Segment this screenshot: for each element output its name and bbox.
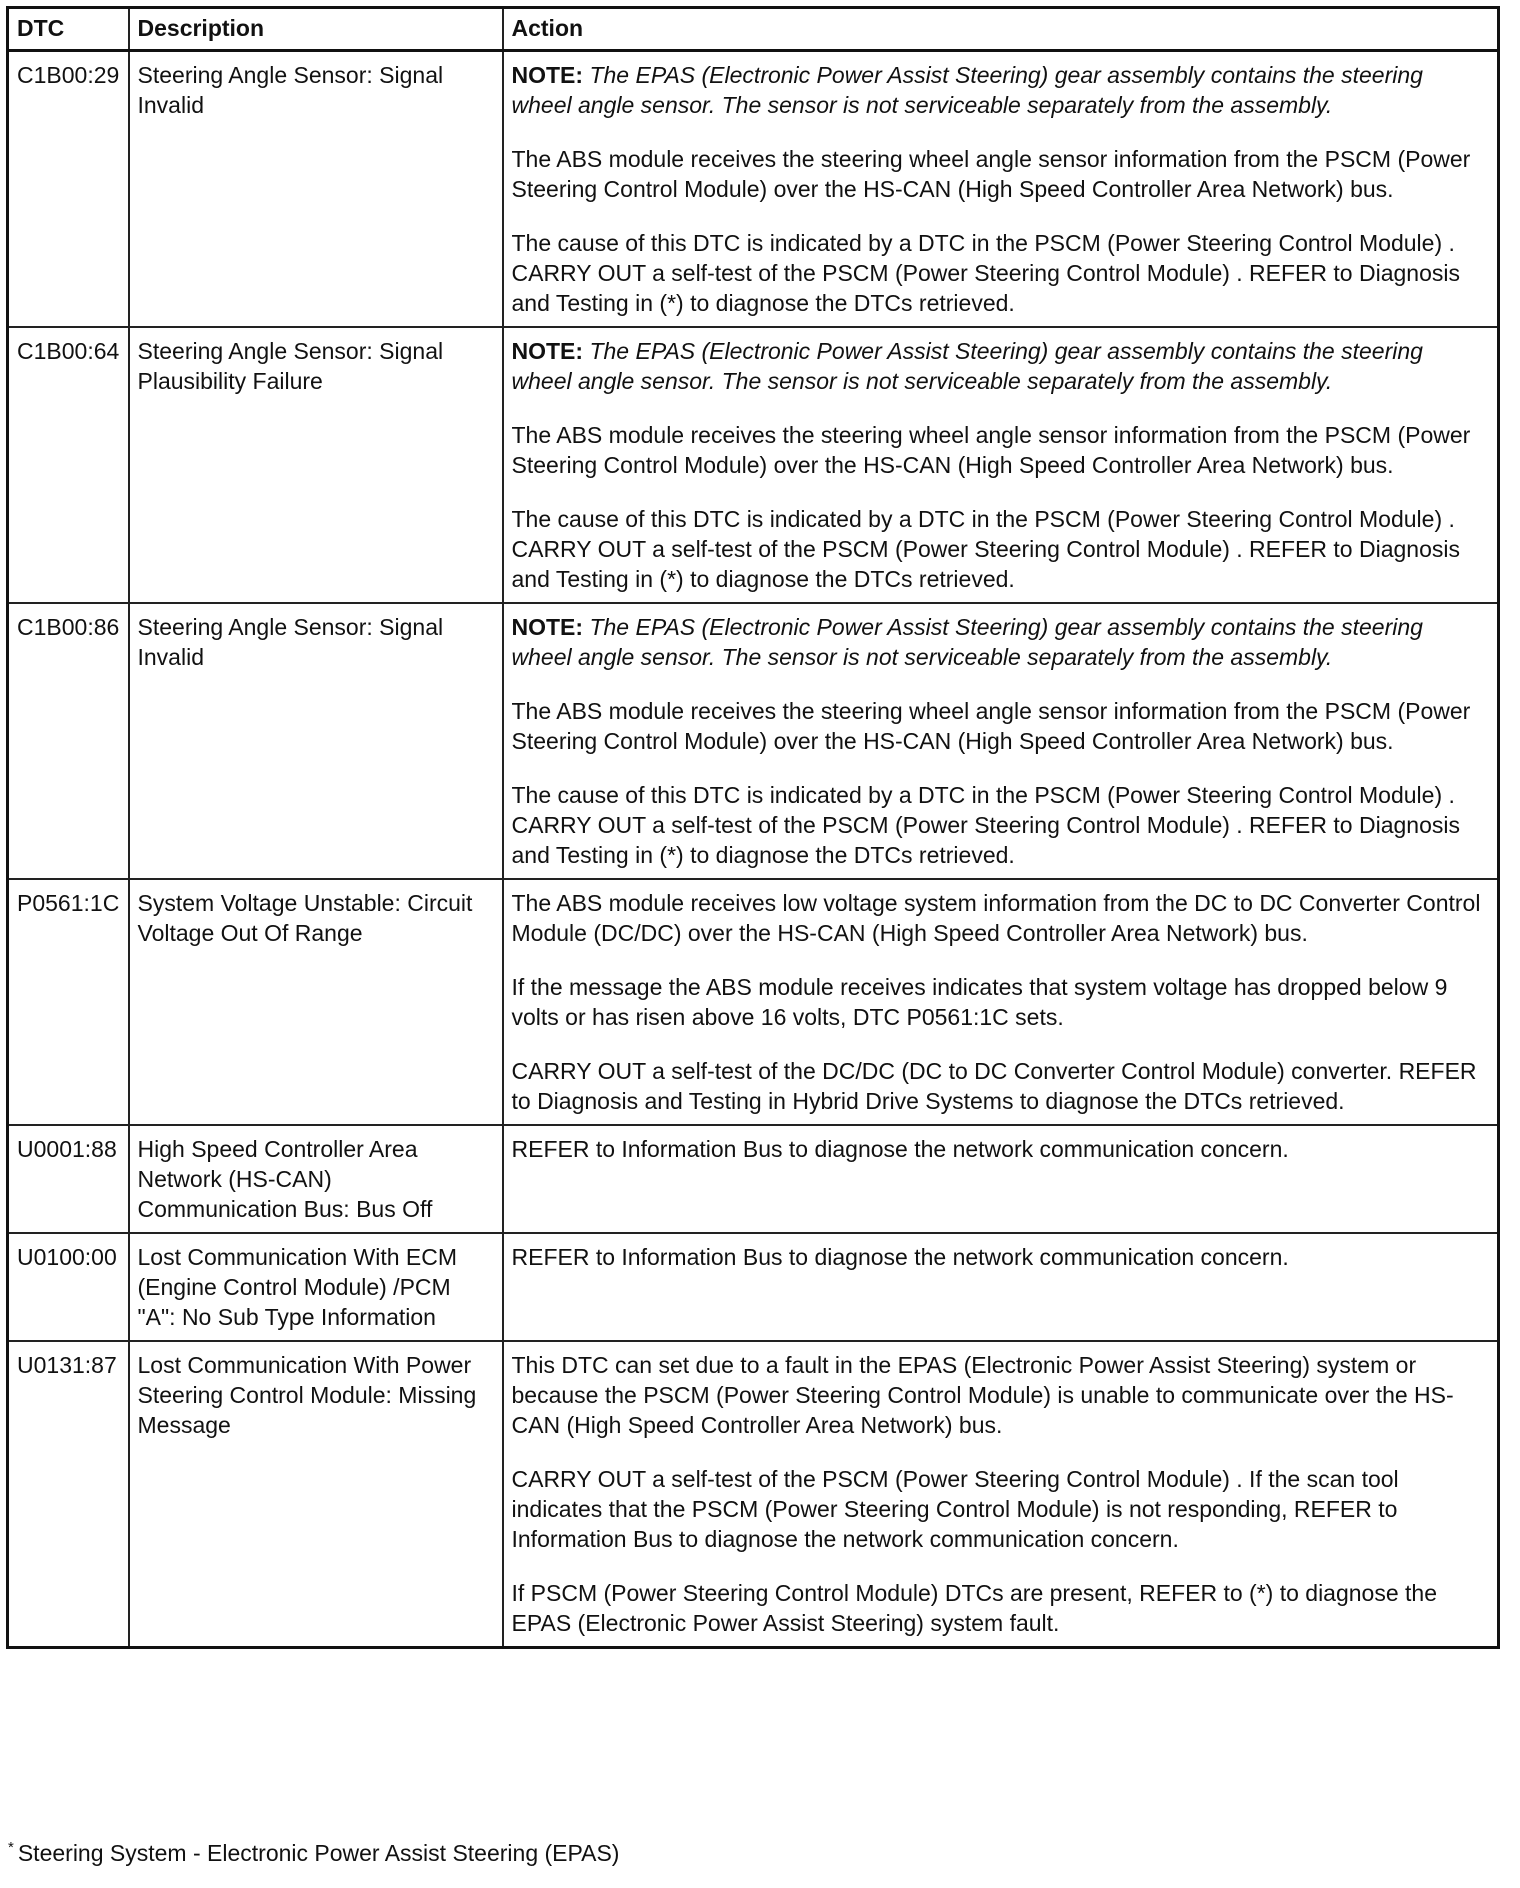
action-paragraph [512, 1578, 1490, 1638]
note-text: The EPAS (Electronic Power Assist Steering) gear assembly contains the steering wheel angle sensor. The sensor is not serviceable separately from the assembly. [511, 614, 1423, 670]
action-paragraph: This DTC can set due to a fault in the EPAS (Electronic Power Assist Steering) system or because the PSCM (Power Steering Control Module) is unable to communicate over the HS-CAN (High Speed Controller Area Network) bus. [511, 1352, 1454, 1438]
dtc-code: C1B00:64 [8, 327, 129, 603]
note-text: The EPAS (Electronic Power Assist Steering) gear assembly contains the steering wheel angle sensor. The sensor is not serviceable separately from the assembly. [511, 62, 1423, 118]
footnote-text: Steering System - Electronic Power Assist Steering (EPAS) [17, 1840, 620, 1866]
action-paragraph: The ABS module receives low voltage system information from the DC to DC Converter Control Module (DC/DC) over the HS-CAN (High Speed Controller Area Network) bus. [511, 890, 1481, 946]
note-paragraph [512, 612, 1490, 672]
action-paragraph: The ABS module receives the steering wheel angle sensor information from the PSCM (Power Steering Control Module) over the HS-CAN (High Speed Controller Area Network) bus. [511, 422, 1471, 478]
table-row [8, 51, 1499, 328]
dtc-description: Steering Angle Sensor: Signal Invalid [129, 51, 503, 328]
column-header-description: Description [129, 8, 503, 51]
column-header-dtc: DTC [8, 8, 129, 51]
note-paragraph [512, 336, 1490, 396]
action-paragraph: CARRY OUT a self-test of the PSCM (Power Steering Control Module) . If the scan tool indicates that the PSCM (Power Steering Control Module) is not responding, REFER to Information Bus to diagnose the network communication concern. [511, 1466, 1399, 1552]
dtc-code: C1B00:86 [8, 603, 129, 879]
note-label: NOTE: [511, 614, 584, 640]
action-text: The cause of this DTC is indicated by a DTC in the PSCM (Power Steering Control Module) . CARRY OUT a self-test of the PSCM (Power Steering Control Module) . REFER to Diagnosis and Testing in [511, 230, 1460, 316]
action-text: The cause of this DTC is indicated by a DTC in the PSCM (Power Steering Control Module) . CARRY OUT a self-test of the PSCM (Power Steering Control Module) . REFER to Diagnosis and Testing in [511, 506, 1460, 592]
dtc-action [503, 879, 1499, 1125]
dtc-code: U0100:00 [8, 1233, 129, 1341]
dtc-description: Lost Communication With ECM (Engine Control Module) /PCM "A": No Sub Type Information [129, 1233, 503, 1341]
dtc-action [503, 603, 1499, 879]
action-paragraph: REFER to Information Bus to diagnose the network communication concern. [511, 1136, 1289, 1162]
action-paragraph: The ABS module receives the steering wheel angle sensor information from the PSCM (Power Steering Control Module) over the HS-CAN (High Speed Controller Area Network) bus. [511, 146, 1471, 202]
dtc-description: High Speed Controller Area Network (HS-CAN) Communication Bus: Bus Off [129, 1125, 503, 1233]
note-paragraph [512, 60, 1490, 120]
action-paragraph: CARRY OUT a self-test of the DC/DC (DC to DC Converter Control Module) converter. REFER to Diagnosis and Testing in Hybrid Drive Systems to diagnose the DTCs retrieved. [511, 1058, 1477, 1114]
action-text: to diagnose the EPAS (Electronic Power Assist Steering) system fault. [511, 1580, 1437, 1636]
dtc-code: U0001:88 [8, 1125, 129, 1233]
table-row [8, 603, 1499, 879]
action-paragraph [512, 228, 1490, 318]
note-text: The EPAS (Electronic Power Assist Steering) gear assembly contains the steering wheel angle sensor. The sensor is not serviceable separately from the assembly. [511, 338, 1423, 394]
dtc-table [6, 6, 1500, 1649]
note-label: NOTE: [511, 62, 584, 88]
footnote-marker: * [8, 1839, 14, 1856]
footnote-reference[interactable]: (*) [659, 842, 684, 868]
action-paragraph: The ABS module receives the steering wheel angle sensor information from the PSCM (Power Steering Control Module) over the HS-CAN (High Speed Controller Area Network) bus. [511, 698, 1471, 754]
note-label: NOTE: [511, 338, 584, 364]
footnote [8, 1838, 619, 1868]
action-paragraph [512, 780, 1490, 870]
action-paragraph: REFER to Information Bus to diagnose the network communication concern. [511, 1244, 1289, 1270]
dtc-action [503, 1125, 1499, 1233]
action-text: If PSCM (Power Steering Control Module) DTCs are present, REFER to [511, 1580, 1250, 1606]
table-row [8, 879, 1499, 1125]
dtc-action [503, 327, 1499, 603]
dtc-code: U0131:87 [8, 1341, 129, 1648]
dtc-description: Steering Angle Sensor: Signal Plausibility Failure [129, 327, 503, 603]
dtc-description: Lost Communication With Power Steering Control Module: Missing Message [129, 1341, 503, 1648]
footnote-reference[interactable]: (*) [1249, 1580, 1274, 1606]
action-paragraph [512, 504, 1490, 594]
footnote-reference[interactable]: (*) [659, 290, 684, 316]
action-text: to diagnose the DTCs retrieved. [683, 842, 1015, 868]
dtc-action [503, 1233, 1499, 1341]
action-text: The cause of this DTC is indicated by a DTC in the PSCM (Power Steering Control Module) . CARRY OUT a self-test of the PSCM (Power Steering Control Module) . REFER to Diagnosis and Testing in [511, 782, 1460, 868]
table-row [8, 1341, 1499, 1648]
dtc-code: P0561:1C [8, 879, 129, 1125]
action-text: to diagnose the DTCs retrieved. [683, 566, 1015, 592]
table-header-row [8, 8, 1499, 51]
action-paragraph: If the message the ABS module receives indicates that system voltage has dropped below 9 volts or has risen above 16 volts, DTC P0561:1C sets. [511, 974, 1448, 1030]
table-row [8, 1233, 1499, 1341]
dtc-action [503, 1341, 1499, 1648]
dtc-description: System Voltage Unstable: Circuit Voltage Out Of Range [129, 879, 503, 1125]
dtc-description: Steering Angle Sensor: Signal Invalid [129, 603, 503, 879]
table-row [8, 327, 1499, 603]
action-text: to diagnose the DTCs retrieved. [683, 290, 1015, 316]
table-row [8, 1125, 1499, 1233]
footnote-reference[interactable]: (*) [659, 566, 684, 592]
dtc-code: C1B00:29 [8, 51, 129, 328]
dtc-action [503, 51, 1499, 328]
column-header-action: Action [503, 8, 1499, 51]
